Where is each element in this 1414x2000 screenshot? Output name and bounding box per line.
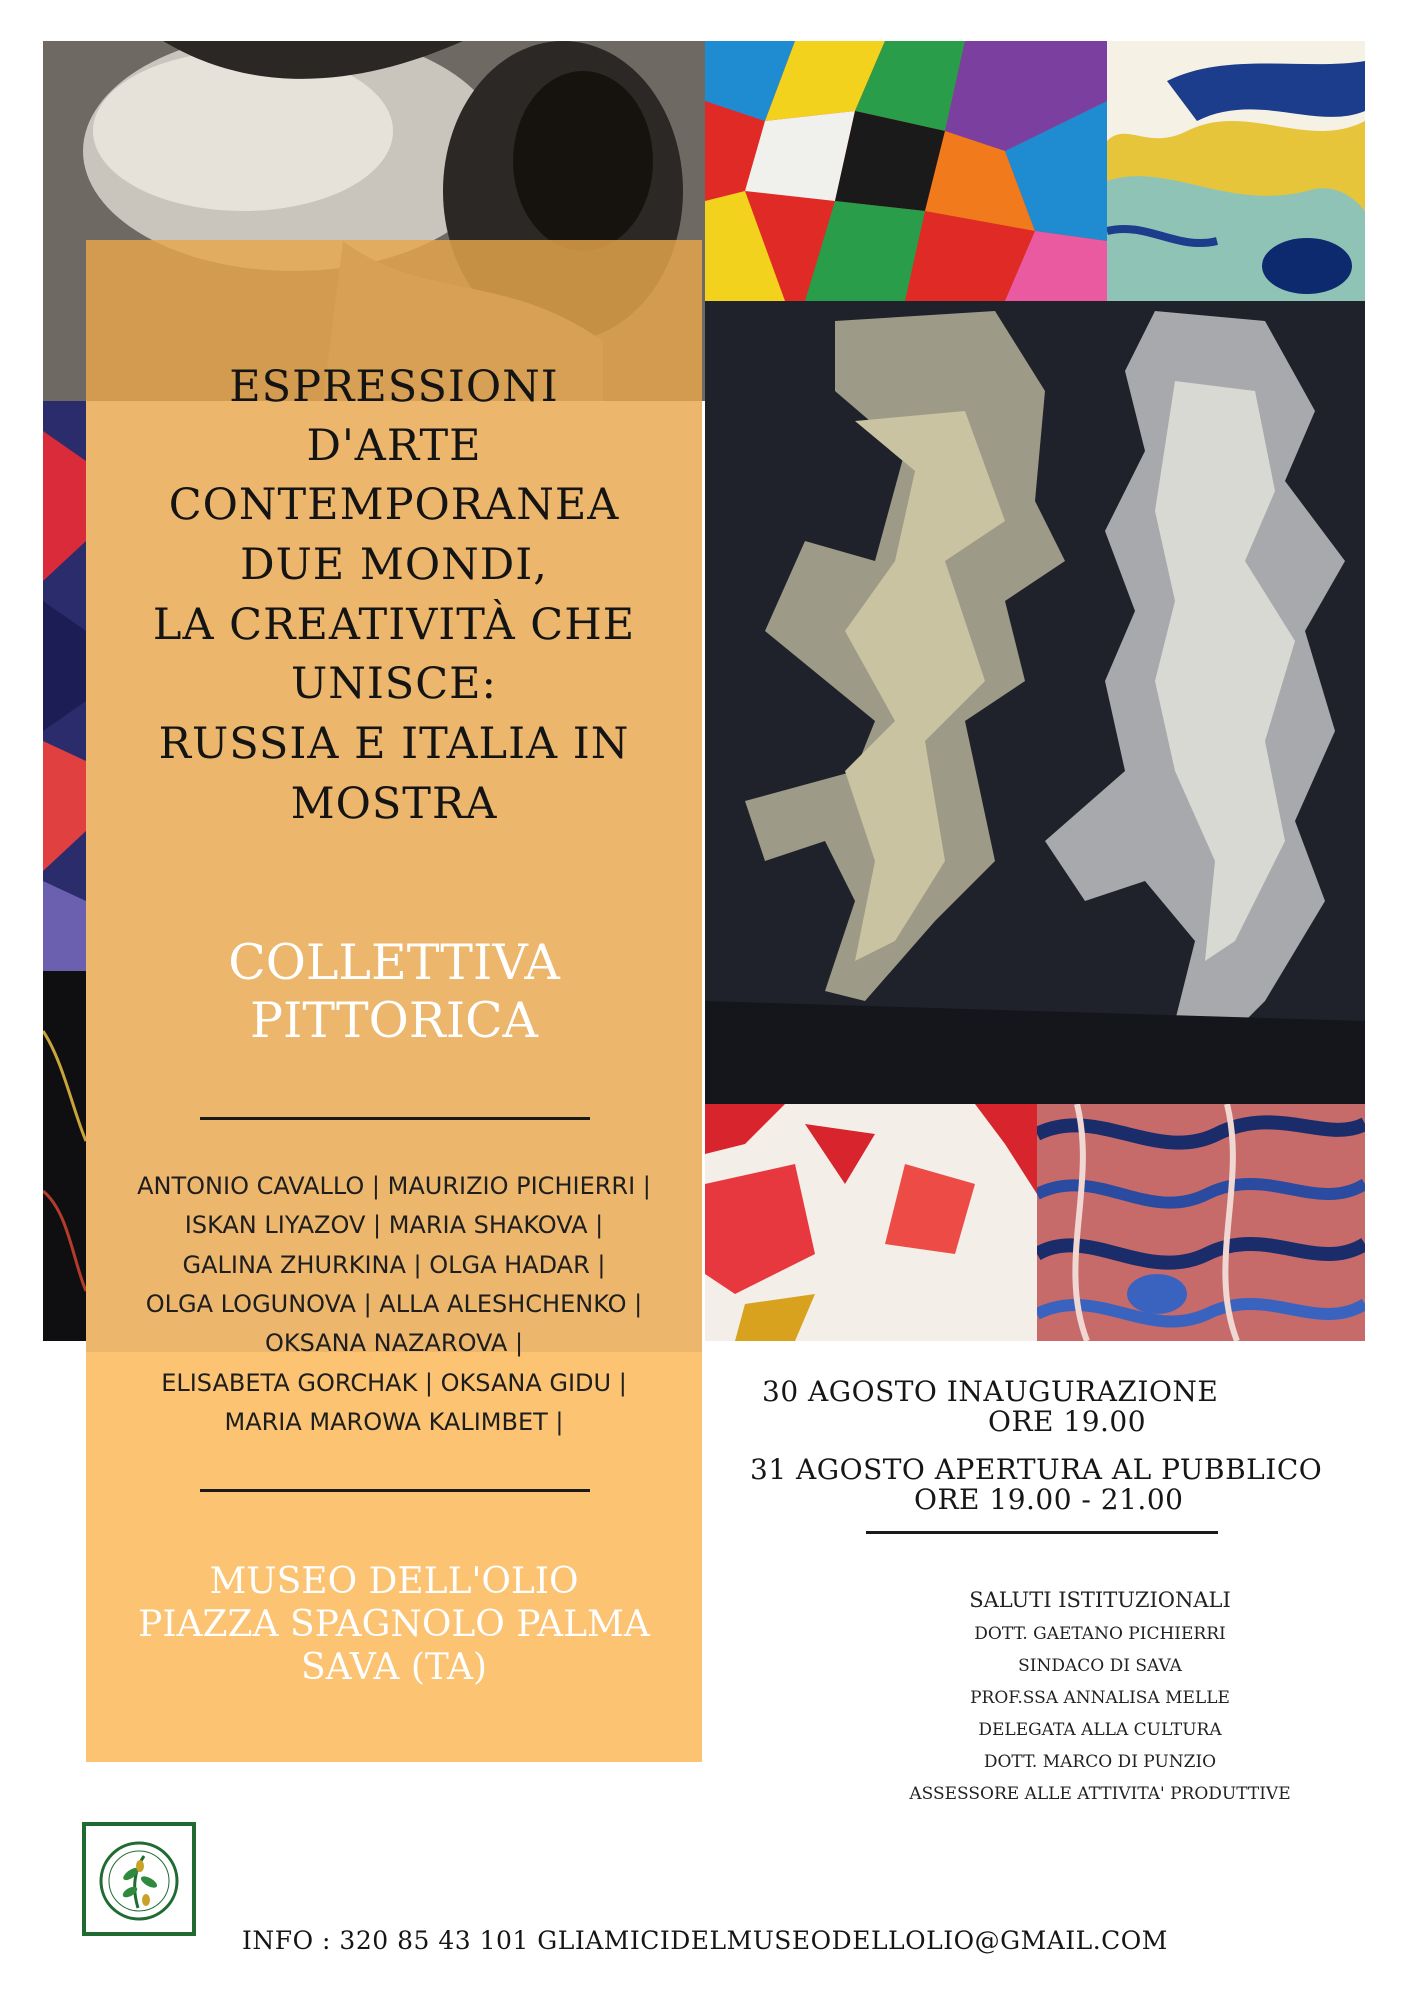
title-line: D'ARTE <box>306 421 482 471</box>
divider <box>200 1489 590 1492</box>
venue-line: MUSEO DELL'OLIO <box>209 1561 579 1602</box>
title-line: DUE MONDI, <box>240 540 548 590</box>
greetings-line: DELEGATA ALLA CULTURA <box>978 1720 1222 1740</box>
divider <box>200 1117 590 1120</box>
artist-line: OKSANA NAZAROVA | <box>264 1329 524 1357</box>
inauguration-time: ORE 19.00 <box>988 1405 1147 1438</box>
artist-line: ELISABETA GORCHAK | OKSANA GIDU | <box>161 1369 627 1397</box>
title-line: CONTEMPORANEA <box>168 480 620 530</box>
olive-branch-icon <box>86 1826 192 1932</box>
subtitle-line: COLLETTIVA <box>228 934 560 991</box>
title-line: LA CREATIVITÀ CHE <box>152 600 636 650</box>
inauguration-date: 30 AGOSTO INAUGURAZIONE <box>762 1375 1219 1408</box>
opening-date: 31 AGOSTO APERTURA AL PUBBLICO <box>750 1453 1323 1486</box>
title-line: MOSTRA <box>290 779 498 829</box>
artist-line: OLGA LOGUNOVA | ALLA ALESHCHENKO | <box>145 1290 643 1318</box>
venue-line: PIAZZA SPAGNOLO PALMA <box>138 1604 650 1645</box>
venue-line: SAVA (TA) <box>301 1647 487 1688</box>
opening-time: ORE 19.00 - 21.00 <box>914 1483 1184 1516</box>
subtitle-line: PITTORICA <box>250 992 538 1049</box>
artist-line: ANTONIO CAVALLO | MAURIZIO PICHIERRI | <box>137 1172 651 1200</box>
divider <box>866 1531 1218 1534</box>
title-line: ESPRESSIONI <box>229 362 559 412</box>
greetings-line: DOTT. MARCO DI PUNZIO <box>983 1752 1217 1772</box>
contact-info: INFO : 320 85 43 101 GLIAMICIDELMUSEODELLOLIO@GMAIL.COM <box>242 1926 1168 1955</box>
title-line: UNISCE: <box>290 659 498 709</box>
artist-line: ISKAN LIYAZOV | MARIA SHAKOVA | <box>184 1211 604 1239</box>
artwork-fluid-blue-yellow <box>1107 41 1365 301</box>
association-logo <box>82 1822 196 1936</box>
artwork-swirl-pattern <box>1037 1104 1365 1341</box>
title-line: RUSSIA E ITALIA IN <box>158 719 630 769</box>
greetings-heading: SALUTI ISTITUZIONALI <box>969 1588 1231 1612</box>
artwork-left-strip-red <box>43 401 86 971</box>
greetings-line: ASSESSORE ALLE ATTIVITA' PRODUTTIVE <box>909 1784 1291 1804</box>
artwork-abstract-red-geometric <box>705 41 1107 301</box>
greetings-line: DOTT. GAETANO PICHIERRI <box>974 1624 1226 1644</box>
artwork-red-polygons <box>705 1104 1037 1341</box>
artwork-left-strip-dark <box>43 971 86 1341</box>
greetings-line: SINDACO DI SAVA <box>1018 1656 1182 1676</box>
artist-line: MARIA MAROWA KALIMBET | <box>224 1408 564 1436</box>
artist-line: GALINA ZHURKINA | OLGA HADAR | <box>182 1251 606 1279</box>
artwork-two-figures-painting <box>705 301 1365 1104</box>
greetings-line: PROF.SSA ANNALISA MELLE <box>970 1688 1230 1708</box>
